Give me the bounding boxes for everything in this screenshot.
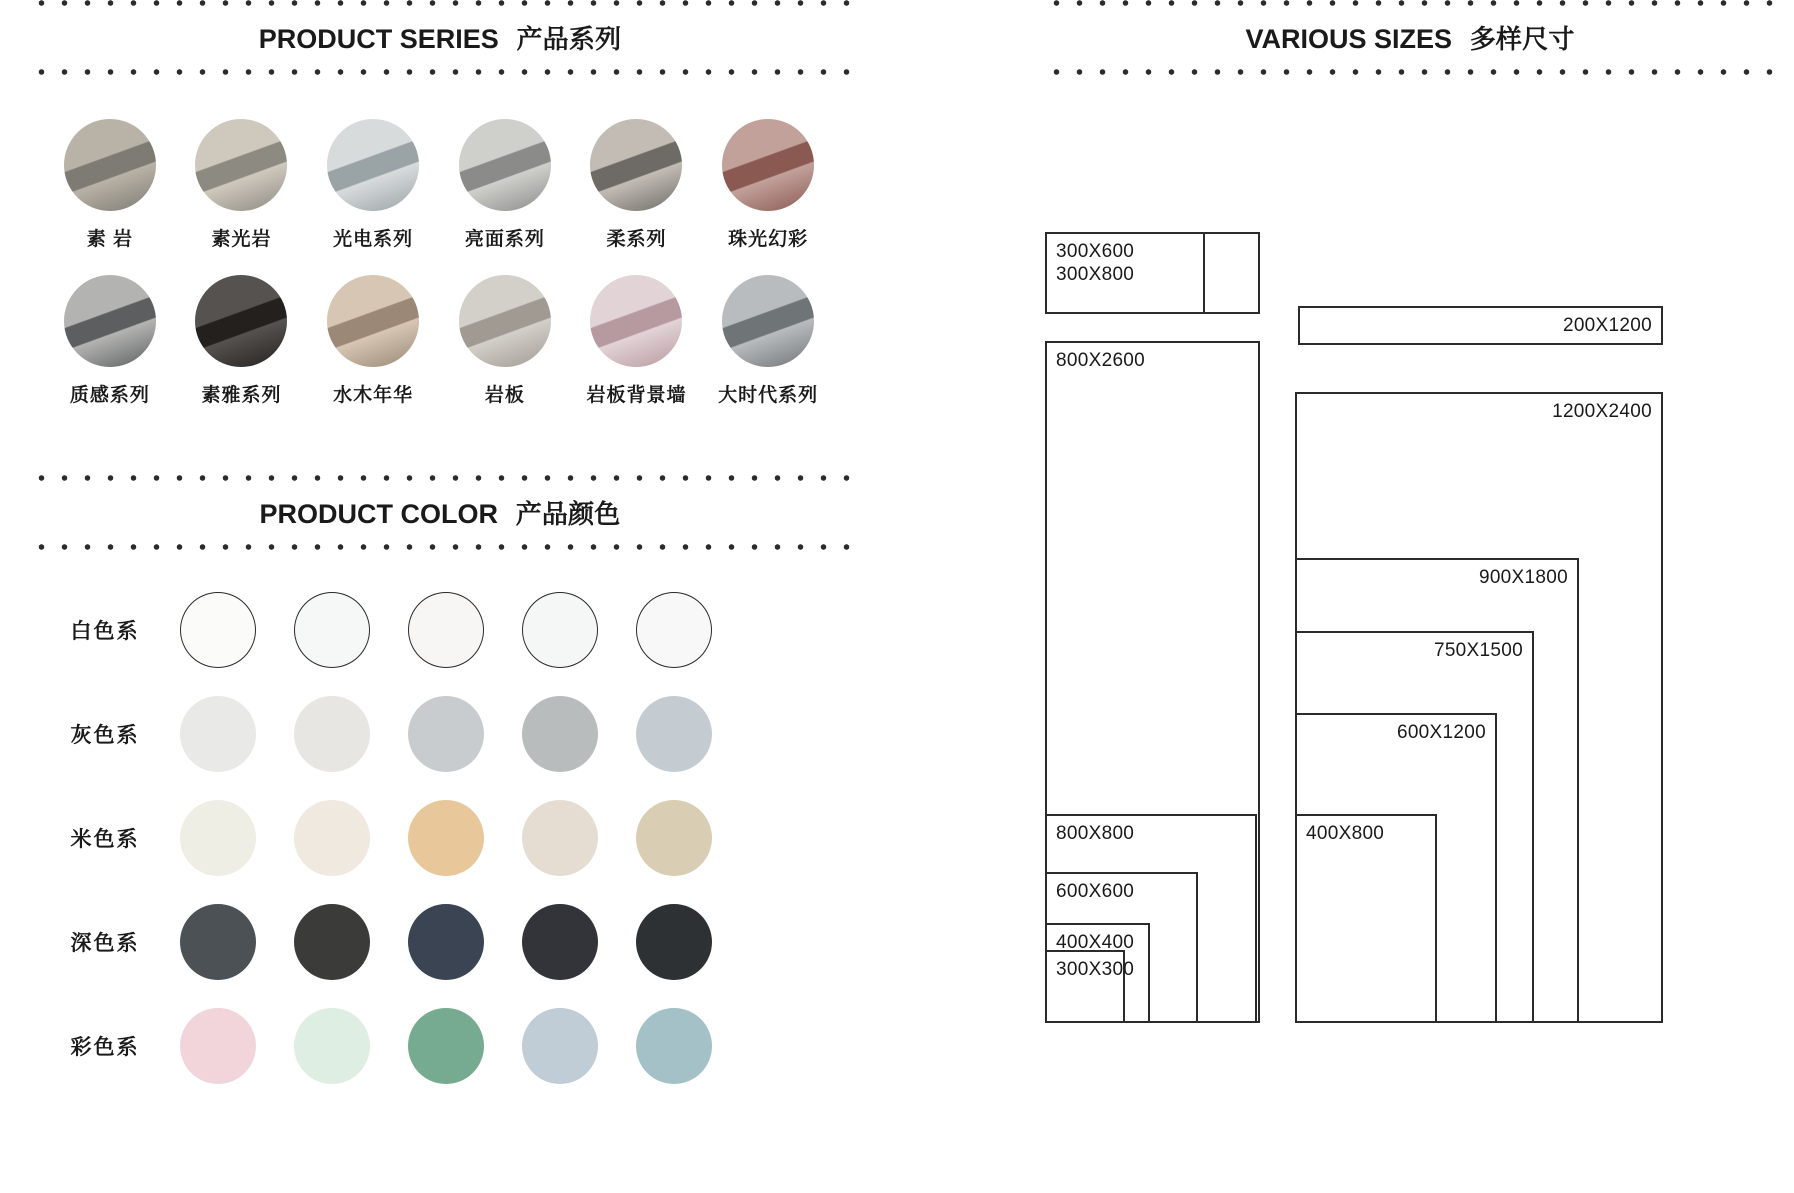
color-swatch-grey-light-2[interactable] bbox=[294, 696, 370, 772]
color-row bbox=[30, 682, 850, 786]
color-swatch-beige-1[interactable] bbox=[180, 800, 256, 876]
product-color-rows bbox=[30, 578, 850, 1098]
product-color-title-en: PRODUCT COLOR bbox=[259, 499, 498, 529]
product-color-title bbox=[30, 481, 850, 544]
color-swatch-group bbox=[180, 696, 712, 772]
series-label: 素雅系列 bbox=[201, 385, 282, 406]
series-thumbnail bbox=[722, 275, 814, 367]
product-series-grid bbox=[44, 119, 834, 407]
color-swatch-grey-mid-1[interactable] bbox=[408, 696, 484, 772]
series-label: 水木年华 bbox=[333, 385, 414, 406]
interior-photo bbox=[459, 119, 551, 211]
product-series-title-cn: 产品系列 bbox=[516, 24, 622, 54]
size-label: 400X800 bbox=[1306, 823, 1385, 844]
product-series-section bbox=[30, 0, 850, 407]
color-swatch-color-pink[interactable] bbox=[180, 1008, 256, 1084]
series-thumbnail bbox=[459, 275, 551, 367]
series-thumbnail bbox=[64, 275, 156, 367]
color-swatch-white-marble-2[interactable] bbox=[408, 592, 484, 668]
color-swatch-color-green[interactable] bbox=[408, 1008, 484, 1084]
interior-photo bbox=[590, 275, 682, 367]
color-row-label: 彩色系 bbox=[70, 1036, 140, 1059]
series-item[interactable] bbox=[176, 119, 308, 251]
series-item[interactable] bbox=[44, 275, 176, 407]
color-swatch-color-blue-grey[interactable] bbox=[522, 1008, 598, 1084]
interior-photo bbox=[195, 119, 287, 211]
color-swatch-white-marble-1[interactable] bbox=[294, 592, 370, 668]
dotted-divider-bottom bbox=[30, 69, 850, 75]
size-label: 600X1200 bbox=[1396, 722, 1486, 743]
color-swatch-beige-2[interactable] bbox=[294, 800, 370, 876]
color-row bbox=[30, 578, 850, 682]
color-swatch-beige-3[interactable] bbox=[522, 800, 598, 876]
series-item[interactable] bbox=[176, 275, 308, 407]
series-item[interactable] bbox=[702, 275, 834, 407]
interior-photo bbox=[64, 119, 156, 211]
series-label: 柔系列 bbox=[606, 229, 667, 250]
product-color-header bbox=[30, 475, 850, 550]
interior-photo bbox=[459, 275, 551, 367]
dotted-divider-bottom bbox=[30, 544, 850, 550]
color-row-label: 深色系 bbox=[70, 932, 140, 955]
color-swatch-grey-mid-2[interactable] bbox=[522, 696, 598, 772]
series-label: 光电系列 bbox=[333, 229, 414, 250]
series-item[interactable] bbox=[439, 275, 571, 407]
series-thumbnail bbox=[722, 119, 814, 211]
size-label: 200X1200 bbox=[1562, 315, 1652, 336]
series-item[interactable] bbox=[571, 275, 703, 407]
color-swatch-group bbox=[180, 1008, 712, 1084]
color-swatch-beige-4[interactable] bbox=[636, 800, 712, 876]
size-300x300 bbox=[1045, 950, 1135, 1023]
series-item[interactable] bbox=[307, 275, 439, 407]
interior-photo bbox=[327, 275, 419, 367]
size-label: 800X800 bbox=[1056, 823, 1135, 844]
color-swatch-dark-black[interactable] bbox=[522, 904, 598, 980]
color-row-label: 白色系 bbox=[70, 620, 140, 643]
color-swatch-group bbox=[180, 592, 712, 668]
color-row bbox=[30, 890, 850, 994]
left-column bbox=[30, 0, 850, 1098]
series-item[interactable] bbox=[307, 119, 439, 251]
size-label: 300X300 bbox=[1056, 959, 1135, 980]
product-series-header bbox=[30, 0, 850, 75]
series-thumbnail bbox=[195, 275, 287, 367]
color-swatch-color-teal[interactable] bbox=[636, 1008, 712, 1084]
size-label: 900X1800 bbox=[1478, 567, 1568, 588]
series-thumbnail bbox=[327, 275, 419, 367]
series-item[interactable] bbox=[702, 119, 834, 251]
series-label: 岩板 bbox=[484, 385, 525, 406]
color-row bbox=[30, 786, 850, 890]
color-swatch-white-marble-4[interactable] bbox=[636, 592, 712, 668]
size-label: 1200X2400 bbox=[1552, 401, 1652, 422]
series-label: 素光岩 bbox=[211, 229, 272, 250]
size-400x800 bbox=[1295, 814, 1437, 1023]
size-label: 300X600 bbox=[1056, 241, 1135, 262]
color-swatch-color-mint-pale[interactable] bbox=[294, 1008, 370, 1084]
product-color-section bbox=[30, 475, 850, 1098]
color-swatch-dark-charcoal[interactable] bbox=[294, 904, 370, 980]
series-thumbnail bbox=[195, 119, 287, 211]
color-swatch-white-linear[interactable] bbox=[180, 592, 256, 668]
size-300x800-right bbox=[1203, 232, 1260, 314]
size-diagram bbox=[1045, 0, 1775, 1193]
interior-photo bbox=[722, 119, 814, 211]
size-label-secondary: 300X800 bbox=[1056, 264, 1135, 285]
product-color-title-cn: 产品颜色 bbox=[515, 499, 621, 529]
series-thumbnail bbox=[590, 275, 682, 367]
interior-photo bbox=[195, 275, 287, 367]
product-series-title bbox=[30, 6, 850, 69]
product-series-title-en: PRODUCT SERIES bbox=[258, 24, 499, 54]
series-label: 大时代系列 bbox=[718, 385, 819, 406]
series-label: 素 岩 bbox=[86, 229, 133, 250]
color-swatch-dark-slate[interactable] bbox=[180, 904, 256, 980]
size-label: 800X2600 bbox=[1056, 350, 1146, 371]
series-thumbnail bbox=[459, 119, 551, 211]
size-label: 750X1500 bbox=[1433, 640, 1523, 661]
color-swatch-grey-light-1[interactable] bbox=[180, 696, 256, 772]
interior-photo bbox=[327, 119, 419, 211]
color-swatch-wood-1[interactable] bbox=[408, 800, 484, 876]
color-swatch-dark-navy[interactable] bbox=[408, 904, 484, 980]
series-thumbnail bbox=[64, 119, 156, 211]
color-swatch-dark-stone[interactable] bbox=[636, 904, 712, 980]
color-row-label: 米色系 bbox=[70, 828, 140, 851]
color-swatch-group bbox=[180, 800, 712, 876]
size-label: 600X600 bbox=[1056, 881, 1135, 902]
series-item[interactable] bbox=[44, 119, 176, 251]
series-thumbnail bbox=[327, 119, 419, 211]
right-column bbox=[1045, 0, 1775, 1193]
size-label: 400X400 bbox=[1056, 932, 1135, 953]
various-sizes-title-cn: 多样尺寸 bbox=[1469, 24, 1575, 54]
size-200x1200 bbox=[1298, 306, 1663, 345]
series-label: 质感系列 bbox=[69, 385, 150, 406]
interior-photo bbox=[64, 275, 156, 367]
series-label: 亮面系列 bbox=[464, 229, 545, 250]
interior-photo bbox=[590, 119, 682, 211]
series-thumbnail bbox=[590, 119, 682, 211]
various-sizes-title-en: VARIOUS SIZES bbox=[1245, 24, 1453, 54]
series-item[interactable] bbox=[439, 119, 571, 251]
color-swatch-white-marble-3[interactable] bbox=[522, 592, 598, 668]
interior-photo bbox=[722, 275, 814, 367]
series-item[interactable] bbox=[571, 119, 703, 251]
color-swatch-grey-marble[interactable] bbox=[636, 696, 712, 772]
series-label: 珠光幻彩 bbox=[728, 229, 809, 250]
series-label: 岩板背景墙 bbox=[586, 385, 687, 406]
color-row bbox=[30, 994, 850, 1098]
color-swatch-group bbox=[180, 904, 712, 980]
color-row-label: 灰色系 bbox=[70, 724, 140, 747]
